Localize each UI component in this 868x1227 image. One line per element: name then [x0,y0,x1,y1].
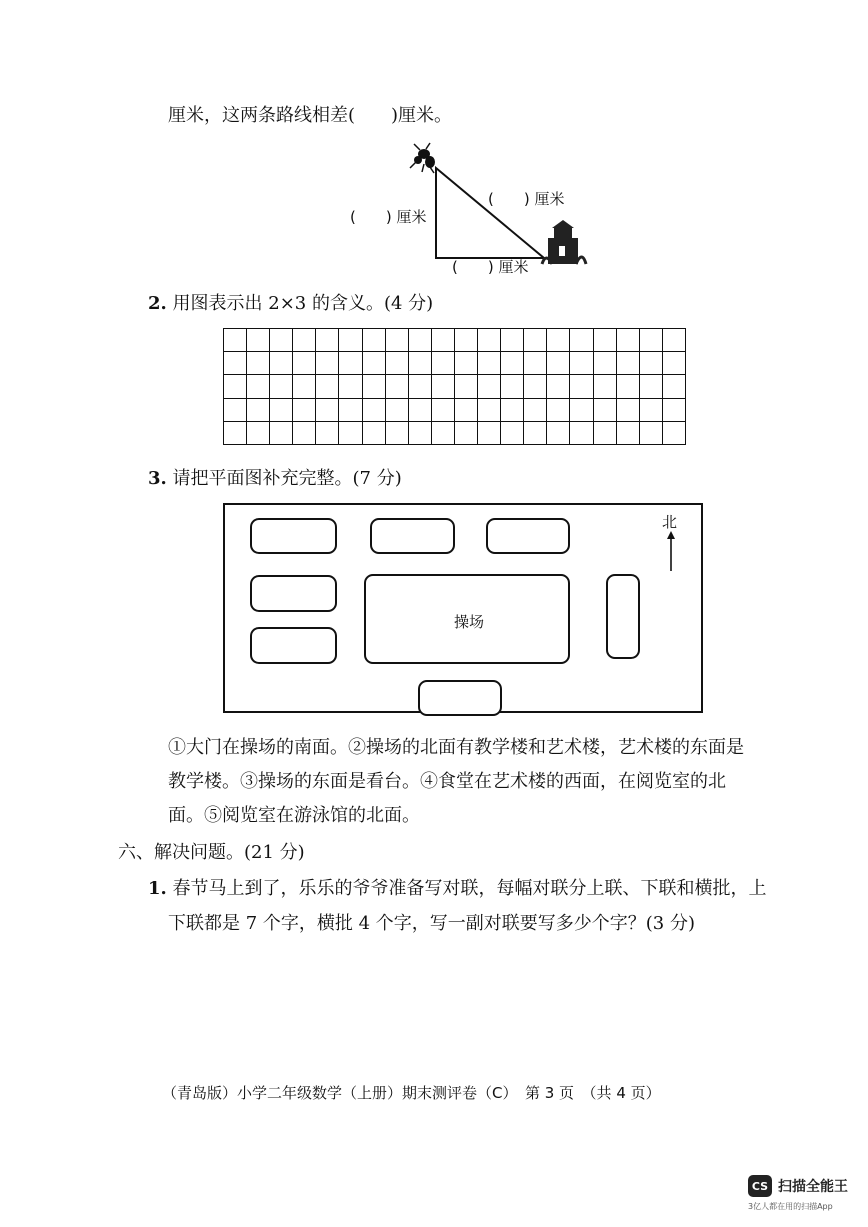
grid-cell[interactable] [593,398,616,421]
scanner-app-name: 扫描全能王 [778,1179,848,1195]
question-number: 3. [148,468,167,489]
grid-cell[interactable] [639,375,662,398]
grid-cell[interactable] [431,375,454,398]
grid-cell[interactable] [408,375,431,398]
grid-cell[interactable] [339,375,362,398]
grid-cell[interactable] [616,329,639,352]
ant-icon [410,143,435,173]
grid-cell[interactable] [454,375,477,398]
grid-cell[interactable] [385,375,408,398]
question-number: 2. [148,293,167,314]
plan-box-bottom[interactable] [418,680,502,716]
route-triangle-diagram [340,140,610,280]
scanner-watermark [748,1175,848,1197]
grid-cell[interactable] [570,421,593,444]
playground-box [364,574,570,664]
problem-1-text-1: 春节马上到了，乐乐的爷爷准备写对联，每幅对联分上联、下联和横批，上 [172,878,767,899]
grid-cell[interactable] [316,421,339,444]
grid-cell[interactable] [431,398,454,421]
grid-cell[interactable] [224,375,247,398]
plan-box-lower-left[interactable] [250,627,337,664]
question-number: 1. [148,878,167,899]
grid-cell[interactable] [547,352,570,375]
grid-cell[interactable] [270,398,293,421]
grid-row [224,421,686,444]
grid-cell[interactable] [431,421,454,444]
grid-cell[interactable] [570,398,593,421]
grid-cell[interactable] [662,421,685,444]
grid-cell[interactable] [478,375,501,398]
grid-cell[interactable] [362,352,385,375]
grid-cell[interactable] [362,421,385,444]
grid-cell[interactable] [616,398,639,421]
grid-cell[interactable] [385,352,408,375]
grid-cell[interactable] [616,421,639,444]
plan-box-top-middle[interactable] [370,518,455,554]
problem-1-line-1 [148,874,767,900]
grid-cell[interactable] [454,329,477,352]
north-label: 北 [662,513,678,531]
bottom-side-label: ( ) 厘米 [452,258,529,276]
grid-cell[interactable] [293,398,316,421]
school-floor-plan [223,503,703,713]
grid-cell[interactable] [247,375,270,398]
grid-cell[interactable] [639,329,662,352]
grid-cell[interactable] [547,398,570,421]
grid-row [224,352,686,375]
grid-cell[interactable] [270,329,293,352]
grid-cell[interactable] [662,398,685,421]
grid-cell[interactable] [662,375,685,398]
grid-cell[interactable] [616,375,639,398]
grid-cell[interactable] [501,375,524,398]
cs-logo-icon: CS [748,1175,772,1197]
grid-cell[interactable] [362,375,385,398]
plan-box-right[interactable] [606,574,640,659]
grid-cell[interactable] [339,329,362,352]
grid-cell[interactable] [478,398,501,421]
grid-cell[interactable] [316,398,339,421]
plan-box-top-left[interactable] [250,518,337,554]
grid-cell[interactable] [431,329,454,352]
grid-cell[interactable] [316,375,339,398]
grid-row [224,329,686,352]
grid-cell[interactable] [385,329,408,352]
question-text: 请把平面图补充完整。(7 分) [172,468,402,489]
clue-line-2: 教学楼。③操场的东面是看台。④食堂在艺术楼的西面，在阅览室的北 [168,771,726,792]
question-3 [148,464,402,490]
grid-cell[interactable] [501,398,524,421]
grid-cell[interactable] [501,329,524,352]
grid-cell[interactable] [547,421,570,444]
grid-cell[interactable] [639,398,662,421]
grid-cell[interactable] [524,375,547,398]
north-arrow-icon [665,531,677,573]
section-6-heading: 六、解决问题。(21 分) [118,842,305,863]
left-side-label: ( ) 厘米 [350,208,427,226]
grid-cell[interactable] [570,375,593,398]
grid-cell[interactable] [247,421,270,444]
grid-cell[interactable] [454,421,477,444]
clue-line-1: ①大门在操场的南面。②操场的北面有教学楼和艺术楼，艺术楼的东面是 [168,737,744,758]
grid-cell[interactable] [339,398,362,421]
scanner-tagline: 3亿人都在用的扫描App [748,1202,833,1211]
grid-cell[interactable] [524,329,547,352]
grid-row [224,398,686,421]
grid-cell[interactable] [524,398,547,421]
grid-cell[interactable] [316,352,339,375]
grid-cell[interactable] [547,375,570,398]
grid-cell[interactable] [224,329,247,352]
grid-cell[interactable] [478,329,501,352]
grid-cell[interactable] [662,352,685,375]
grid-cell[interactable] [293,352,316,375]
grid-cell[interactable] [385,398,408,421]
grid-cell[interactable] [501,352,524,375]
grid-cell[interactable] [570,329,593,352]
grid-cell[interactable] [524,421,547,444]
grid-cell[interactable] [247,352,270,375]
grid-cell[interactable] [224,421,247,444]
grid-cell[interactable] [270,352,293,375]
grid-cell[interactable] [362,398,385,421]
page-footer: （青岛版）小学二年级数学（上册）期末测评卷（C） 第 3 页 （共 4 页） [162,1084,661,1102]
question-text: 用图表示出 2×3 的含义。(4 分) [172,293,434,314]
hypotenuse-label: ( ) 厘米 [488,190,565,208]
plan-box-top-right[interactable] [486,518,570,554]
grid-cell[interactable] [501,421,524,444]
answer-grid[interactable] [223,328,686,445]
grid-cell[interactable] [454,352,477,375]
grid-cell[interactable] [408,352,431,375]
grid-cell[interactable] [270,375,293,398]
grid-cell[interactable] [339,421,362,444]
grid-cell[interactable] [478,421,501,444]
q1-tail-text: 厘米，这两条路线相差( )厘米。 [168,105,453,126]
grid-cell[interactable] [662,329,685,352]
grid-cell[interactable] [293,421,316,444]
grid-cell[interactable] [454,398,477,421]
grid-cell[interactable] [524,352,547,375]
grid-cell[interactable] [593,352,616,375]
grid-cell[interactable] [385,421,408,444]
grid-cell[interactable] [224,352,247,375]
grid-cell[interactable] [293,375,316,398]
playground-label: 操场 [454,613,485,631]
grid-cell[interactable] [408,421,431,444]
grid-cell[interactable] [616,352,639,375]
grid-cell[interactable] [431,352,454,375]
grid-cell[interactable] [316,329,339,352]
grid-cell[interactable] [408,329,431,352]
grid-cell[interactable] [270,421,293,444]
grid-cell[interactable] [408,398,431,421]
grid-cell[interactable] [593,375,616,398]
grid-cell[interactable] [639,352,662,375]
grid-cell[interactable] [547,329,570,352]
grid-cell[interactable] [224,398,247,421]
problem-1-line-2: 下联都是 7 个字，横批 4 个字，写一副对联要写多少个字？(3 分) [168,913,696,934]
grid-cell[interactable] [593,329,616,352]
grid-cell[interactable] [293,329,316,352]
grid-cell[interactable] [570,352,593,375]
grid-cell[interactable] [639,421,662,444]
grid-cell[interactable] [339,352,362,375]
clue-line-3: 面。⑤阅览室在游泳馆的北面。 [168,805,420,826]
question-2 [148,289,433,315]
grid-cell[interactable] [478,352,501,375]
grid-cell[interactable] [593,421,616,444]
plan-box-mid-left[interactable] [250,575,337,612]
castle-icon [542,220,586,264]
right-triangle [436,168,544,258]
grid-row [224,375,686,398]
grid-cell[interactable] [362,329,385,352]
grid-cell[interactable] [247,329,270,352]
grid-cell[interactable] [247,398,270,421]
